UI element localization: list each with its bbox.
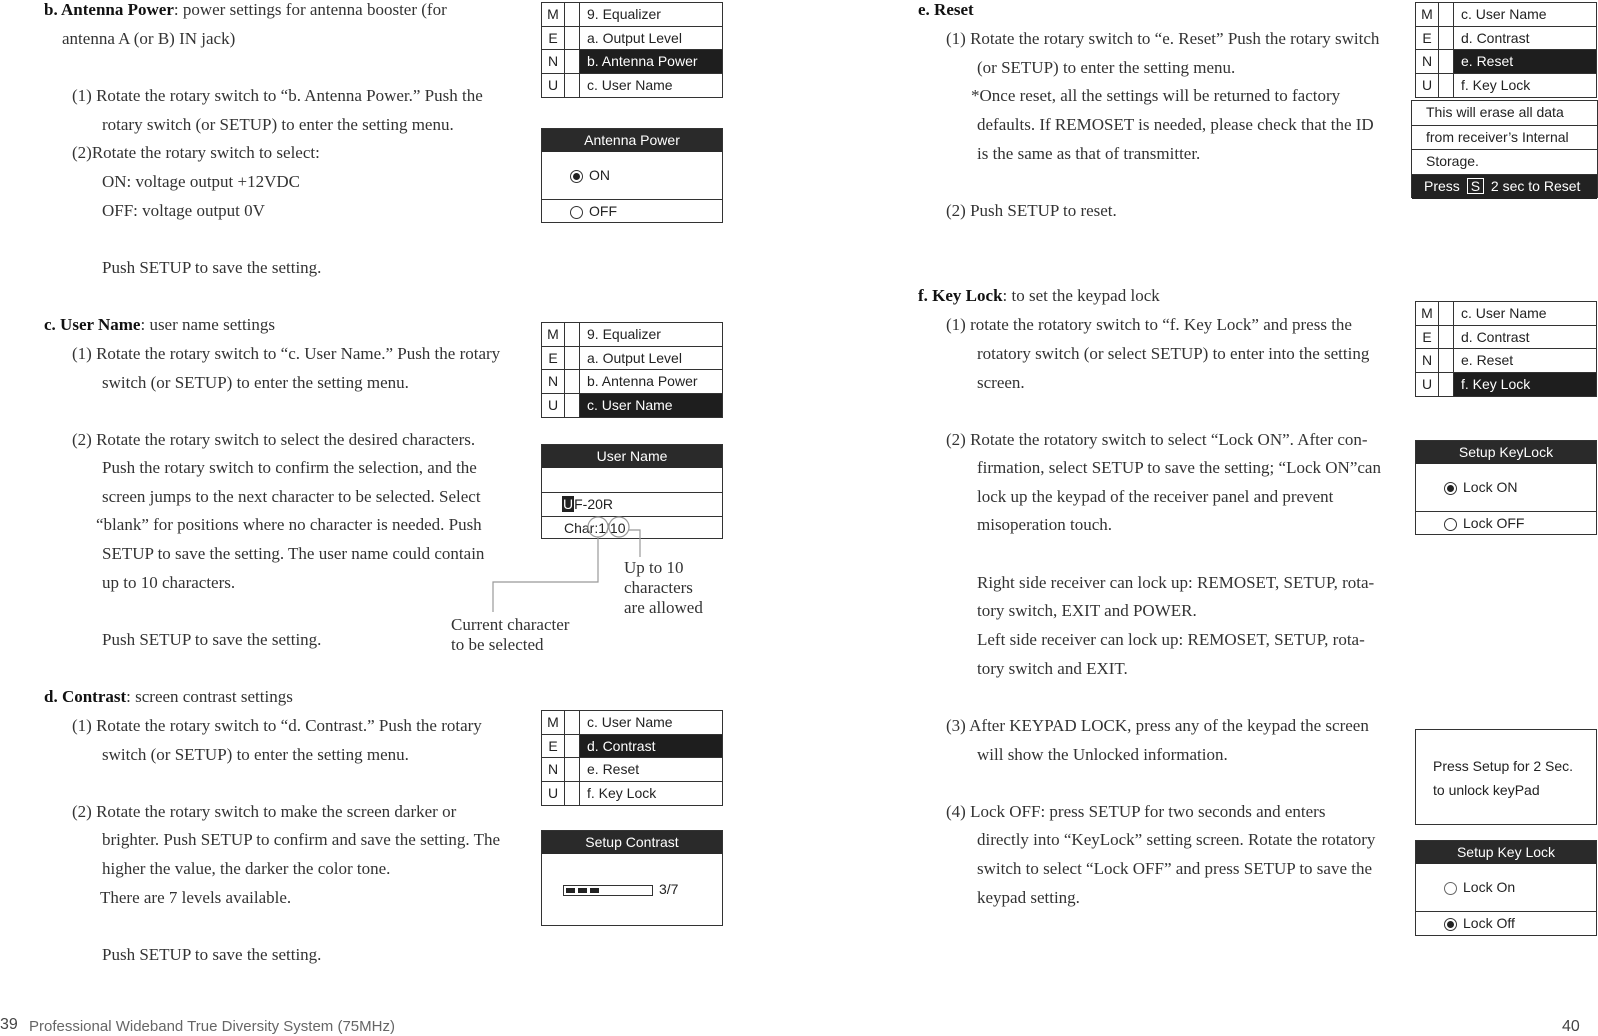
menu-item: 9. Equalizer bbox=[587, 6, 661, 22]
screen-title: Setup KeyLock bbox=[1416, 441, 1596, 464]
menu-item: e. Reset bbox=[587, 761, 640, 777]
menu-letter: M bbox=[1416, 302, 1439, 325]
reset-line1: This will erase all data bbox=[1412, 101, 1597, 126]
option-off: OFF bbox=[589, 203, 617, 219]
option-lock-off-2: Lock Off bbox=[1463, 915, 1515, 931]
radio-empty-icon bbox=[1444, 882, 1457, 895]
contrast-segment bbox=[578, 888, 587, 893]
section-e-heading: e. Reset bbox=[918, 0, 974, 19]
menu-item: b. Antenna Power bbox=[587, 373, 698, 389]
menu-item: f. Key Lock bbox=[587, 784, 657, 801]
option-lock-on: Lock ON bbox=[1463, 479, 1518, 495]
menu-item: c. User Name bbox=[1461, 6, 1547, 22]
section-d-step2c: higher the value, the darker the color tone. bbox=[102, 859, 391, 878]
section-f-step2c: lock up the keypad of the receiver panel and prevent bbox=[977, 487, 1334, 506]
section-b-heading-rest: : power settings for antenna booster (for bbox=[173, 0, 447, 19]
menu-item: d. Contrast bbox=[1461, 29, 1530, 46]
menu-letter: U bbox=[1416, 74, 1439, 98]
section-b-step1b: rotary switch (or SETUP) to enter the setting menu. bbox=[102, 115, 454, 134]
section-c-push: Push SETUP to save the setting. bbox=[102, 630, 322, 649]
callout-upto-line2: characters bbox=[624, 578, 693, 597]
contrast-bar-fill bbox=[566, 888, 599, 893]
menu-item: a. Output Level bbox=[587, 29, 682, 46]
section-f-step3b: will show the Unlocked information. bbox=[977, 745, 1228, 764]
section-f-step3a: (3) After KEYPAD LOCK, press any of the keypad the screen bbox=[946, 716, 1369, 735]
contrast-segment bbox=[590, 888, 599, 893]
section-f-step4d: keypad setting. bbox=[977, 888, 1080, 907]
section-c-heading: c. User Name bbox=[44, 315, 141, 334]
screen-contrast bbox=[541, 830, 723, 926]
menu-letter: E bbox=[1416, 326, 1439, 349]
callout-upto-line3: are allowed bbox=[624, 598, 703, 617]
section-e-note1: *Once reset, all the settings will be returned to factory bbox=[971, 86, 1341, 105]
section-d-step1a: (1) Rotate the rotary switch to “d. Contrast.” Push the rotary bbox=[72, 716, 482, 735]
reset-hold: 2 sec to Reset bbox=[1490, 177, 1581, 194]
menu-item: a. Output Level bbox=[587, 349, 682, 366]
section-c-step2c: screen jumps to the next character to be selected. Select bbox=[102, 487, 481, 506]
section-b-heading: b. Antenna Power bbox=[44, 0, 174, 19]
menu-item: d. Contrast bbox=[1461, 328, 1530, 345]
section-b-push: Push SETUP to save the setting. bbox=[102, 258, 322, 277]
cursor-char: U bbox=[563, 496, 574, 512]
unlock-line1: Press Setup for 2 Sec. bbox=[1433, 758, 1574, 774]
section-f-step1c: screen. bbox=[977, 373, 1025, 392]
menu-item-selected: b. Antenna Power bbox=[580, 50, 722, 73]
section-d-step2a: (2) Rotate the rotary switch to make the screen darker or bbox=[72, 802, 457, 821]
section-c-step2e: SETUP to save the setting. The user name could contain bbox=[102, 544, 485, 563]
contrast-segment bbox=[566, 888, 575, 893]
section-f-step4b: directly into “KeyLock” setting screen. Rotate the rotatory bbox=[977, 830, 1376, 849]
screen-reset bbox=[1411, 100, 1598, 198]
count-circle bbox=[609, 517, 629, 537]
callout-upto-line1: Up to 10 bbox=[624, 558, 684, 577]
current-char-leader bbox=[493, 537, 598, 612]
menu-letter: M bbox=[542, 323, 565, 346]
menu-letter: N bbox=[1416, 349, 1439, 372]
menu-letter: U bbox=[1416, 373, 1439, 397]
section-c-step1b: switch (or SETUP) to enter the setting menu. bbox=[102, 373, 409, 392]
option-on: ON bbox=[589, 167, 610, 183]
menu-letter: N bbox=[542, 758, 565, 781]
section-d-heading-rest: : screen contrast settings bbox=[126, 687, 293, 706]
menu-letter: N bbox=[542, 50, 565, 73]
section-e-note3: is the same as that of transmitter. bbox=[977, 144, 1201, 163]
callout-current-line1: Current character bbox=[451, 615, 570, 634]
char-label: Char: bbox=[564, 520, 599, 536]
section-f-step2a: (2) Rotate the rotatory switch to select “Lock ON”. After con- bbox=[946, 430, 1368, 449]
menu-letter: U bbox=[542, 394, 565, 418]
section-f-step1a: (1) rotate the rotatory switch to “f. Key Lock” and press the bbox=[946, 315, 1352, 334]
menu-letter: M bbox=[1416, 3, 1439, 26]
menu-item-selected: f. Key Lock bbox=[1454, 373, 1596, 397]
section-c-heading-rest: : user name settings bbox=[140, 315, 276, 334]
option-lock-on-2: Lock On bbox=[1463, 879, 1516, 895]
section-b-step1a: (1) Rotate the rotary switch to “b. Antenna Power.” Push the bbox=[72, 86, 483, 105]
screen-title: Setup Key Lock bbox=[1416, 841, 1596, 864]
section-f-left2: tory switch and EXIT. bbox=[977, 659, 1128, 678]
section-c-step2b: Push the rotary switch to confirm the selection, and the bbox=[102, 458, 477, 477]
menu-item: e. Reset bbox=[1461, 352, 1514, 368]
menu-item: f. Key Lock bbox=[1461, 76, 1531, 93]
section-e-step1b: (or SETUP) to enter the setting menu. bbox=[977, 58, 1236, 77]
screen-keylock bbox=[1415, 440, 1597, 535]
contrast-bar bbox=[563, 885, 653, 896]
screen-title: Antenna Power bbox=[542, 129, 722, 152]
section-f-step2b: firmation, select SETUP to save the setting; “Lock ON”can bbox=[977, 458, 1381, 477]
section-e-step1a: (1) Rotate the rotary switch to “e. Reset” Push the rotary switch bbox=[946, 29, 1380, 48]
user-name-value: F-20R bbox=[574, 496, 614, 512]
section-b-on: ON: voltage output +12VDC bbox=[102, 172, 300, 191]
reset-line2: from receiver’s Internal bbox=[1412, 126, 1597, 151]
current-char-circle bbox=[588, 517, 608, 537]
menu-letter: M bbox=[542, 3, 565, 26]
menu-item: c. User Name bbox=[1461, 305, 1547, 321]
radio-selected-icon bbox=[1444, 482, 1457, 495]
menu-letter: N bbox=[542, 370, 565, 393]
section-e-note2: defaults. If REMOSET is needed, please check that the ID bbox=[977, 115, 1374, 134]
section-d-step2d: There are 7 levels available. bbox=[100, 888, 292, 907]
option-lock-off: Lock OFF bbox=[1463, 515, 1525, 531]
section-f-step1b: rotatory switch (or select SETUP) to enter into the setting bbox=[977, 344, 1370, 363]
menu-item: c. User Name bbox=[587, 76, 673, 93]
contrast-value: 3/7 bbox=[659, 881, 679, 897]
callout-upto-10 bbox=[624, 558, 703, 618]
char-count: 1/10 bbox=[598, 520, 626, 536]
menu-item-selected: c. User Name bbox=[580, 394, 722, 418]
menu-letter: E bbox=[542, 735, 565, 758]
screen-unlock-info bbox=[1415, 729, 1597, 825]
page-number-left: 39 bbox=[0, 1016, 18, 1033]
callout-current-char bbox=[451, 615, 569, 655]
menu-reset bbox=[1415, 2, 1597, 98]
reset-press: Press bbox=[1424, 177, 1460, 194]
section-c-step2f: up to 10 characters. bbox=[102, 573, 236, 592]
section-f-heading-rest: : to set the keypad lock bbox=[1002, 286, 1160, 305]
menu-item: 9. Equalizer bbox=[587, 326, 661, 342]
menu-key-lock bbox=[1415, 301, 1597, 397]
section-f-step2d: misoperation touch. bbox=[977, 515, 1113, 534]
radio-selected-icon bbox=[1444, 918, 1457, 931]
setup-key-icon: S bbox=[1467, 178, 1484, 194]
unlock-line2: to unlock keyPad bbox=[1433, 782, 1540, 798]
menu-letter: U bbox=[542, 782, 565, 806]
radio-empty-icon bbox=[1444, 518, 1457, 531]
reset-line4 bbox=[1412, 175, 1597, 199]
footer-title: Professional Wideband True Diversity System (75MHz) bbox=[29, 1018, 395, 1035]
section-f-right1: Right side receiver can lock up: REMOSET, SETUP, rota- bbox=[977, 573, 1375, 592]
menu-item: c. User Name bbox=[587, 714, 673, 730]
menu-item-selected: e. Reset bbox=[1454, 50, 1596, 73]
section-e-step2: (2) Push SETUP to reset. bbox=[946, 201, 1117, 220]
section-c-step2d: “blank” for positions where no character is needed. Push bbox=[96, 515, 482, 534]
section-c-step1a: (1) Rotate the rotary switch to “c. User Name.” Push the rotary bbox=[72, 344, 501, 363]
section-f-right2: tory switch, EXIT and POWER. bbox=[977, 601, 1197, 620]
section-b-off: OFF: voltage output 0V bbox=[102, 201, 265, 220]
screen-title: Setup Contrast bbox=[542, 831, 722, 854]
section-b-line2: antenna A (or B) IN jack) bbox=[62, 29, 236, 48]
screen-keylock-2 bbox=[1415, 840, 1597, 936]
menu-letter: U bbox=[542, 74, 565, 98]
section-d-heading: d. Contrast bbox=[44, 687, 127, 706]
section-f-left1: Left side receiver can lock up: REMOSET, SETUP, rota- bbox=[977, 630, 1365, 649]
section-e-heading-line bbox=[918, 0, 974, 20]
section-d-step2b: brighter. Push SETUP to confirm and save the setting. The bbox=[102, 830, 501, 849]
section-f-heading-line bbox=[918, 286, 1160, 306]
menu-letter: M bbox=[542, 711, 565, 734]
section-f-heading: f. Key Lock bbox=[918, 286, 1003, 305]
page-number-right: 40 bbox=[1562, 1018, 1580, 1035]
screen-title: User Name bbox=[542, 445, 722, 468]
menu-letter: E bbox=[1416, 27, 1439, 50]
section-d-step1b: switch (or SETUP) to enter the setting menu. bbox=[102, 745, 409, 764]
reset-line3: Storage. bbox=[1412, 150, 1597, 175]
menu-letter: N bbox=[1416, 50, 1439, 73]
count-leader bbox=[629, 530, 640, 557]
section-d-push: Push SETUP to save the setting. bbox=[102, 945, 322, 964]
section-f-step4a: (4) Lock OFF: press SETUP for two seconds and enters bbox=[946, 802, 1326, 821]
section-c-step2a: (2) Rotate the rotary switch to select the desired characters. bbox=[72, 430, 476, 449]
menu-letter: E bbox=[542, 347, 565, 370]
menu-contrast bbox=[541, 710, 723, 806]
callout-current-line2: to be selected bbox=[451, 635, 544, 654]
menu-item-selected: d. Contrast bbox=[580, 735, 722, 758]
menu-letter: E bbox=[542, 27, 565, 50]
section-f-step4c: switch to select “Lock OFF” and press SETUP to save the bbox=[977, 859, 1373, 878]
section-b-step2: (2)Rotate the rotary switch to select: bbox=[72, 143, 320, 162]
